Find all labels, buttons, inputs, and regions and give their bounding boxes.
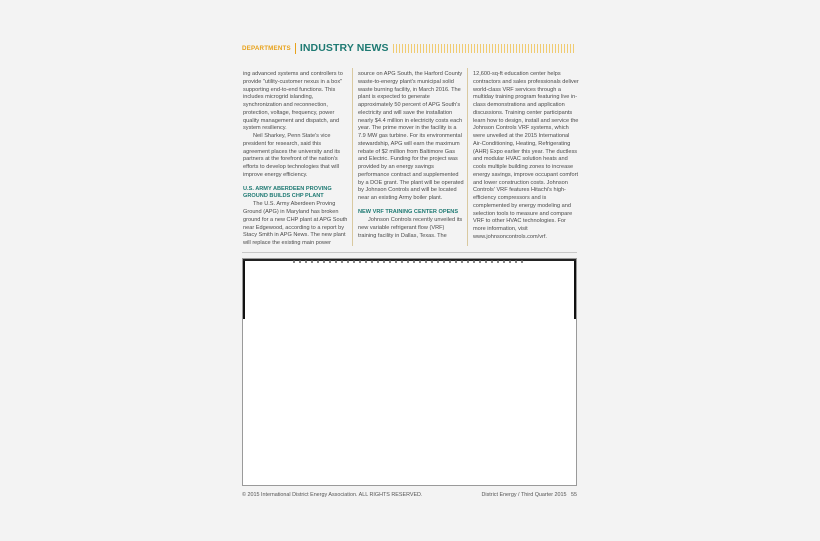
- article-heading: NEW VRF TRAINING CENTER OPENS: [358, 208, 459, 215]
- column-divider: [352, 68, 353, 246]
- paragraph: Johnson Controls recently unveiled its new variable refrigerant flow (VRF) training facility in Dallas, Texas. The: [358, 217, 463, 239]
- department-label: DEPARTMENTS: [242, 44, 291, 52]
- publication-name: District Energy / Third Quarter 2015: [481, 492, 567, 498]
- advertisement-frame: [242, 258, 577, 486]
- article-heading: U.S. ARMY ABERDEEN PROVING GROUND BUILDS CHP PLANT: [243, 185, 332, 199]
- section-title: INDUSTRY NEWS: [299, 42, 389, 54]
- paragraph: The U.S. Army Aberdeen Proving Ground (APG) in Maryland has broken ground for a new CHP plant at APG South near Edgewood, according to a report by Stacy Smith in APG News. The new plant will replace the existing main power: [243, 201, 348, 247]
- header-separator: [295, 43, 296, 54]
- footer-copyright: © 2015 International District Energy Association. ALL RIGHTS RESERVED.: [242, 492, 423, 498]
- frame-border-band: [243, 259, 576, 319]
- footer-publication: [479, 492, 577, 498]
- paragraph: ing advanced systems and controllers to provide "utility-customer nexus in a box" supporting end-to-end functions. This includes microgrid islanding, synchronization and reconnection, protection, voltage, frequency, power quality management and dispatch, and system resiliency.: [243, 71, 343, 132]
- paragraph: Neil Sharkey, Penn State's vice president for research, said this agreement places the university and its partners at the forefront of the nation's efforts to develop technologies that will improve energy efficiency.: [243, 133, 341, 178]
- page-number: 55: [571, 492, 577, 498]
- header-stripes: [393, 44, 576, 53]
- article-column-1: [243, 71, 349, 248]
- column-divider: [467, 68, 468, 246]
- article-column-3: [473, 71, 579, 242]
- paragraph: source on APG South, the Harford County waste-to-energy plant's municipal solid waste burning facility, in March 2016. The plant is expected to generate approximately 50 percent of APG South's electricity and will save the installation nearly $4.4 million in electricity costs each year. The prime mover in the facility is a 7.9 MW gas turbine. For its environmental stewardship, APG will earn the maximum rebate of $2 million from Baltimore Gas and Electric. Funding for the project was provided by an energy savings performance contract and supplemented by a DOE grant. The plant will be operated by Johnson Controls and will be located near an existing Army boiler plant.: [358, 71, 464, 201]
- article-column-2: [358, 71, 464, 240]
- section-header: [242, 41, 576, 55]
- section-rule: [242, 252, 577, 253]
- frame-dotted-edge: [293, 260, 523, 263]
- paragraph: 12,600-sq-ft education center helps contractors and sales professionals deliver world-class VRF services through a multiday training program featuring live in-class demonstrations and application discussions. Training center participants learn how to design, install and service the Johnson Controls VRF systems, which were unveiled at the 2015 International Air-Conditioning, Heating, Refrigerating (AHR) Expo earlier this year. The ductless and modular HVAC solution heats and cools multiple building zones to increase energy savings, improve occupant comfort and lower construction costs. Johnson Controls' VRF features Hitachi's high-efficiency compressors and is complemented by energy modeling and selection tools to measure and compare VRF to other HVAC technologies. For more information, visit www.johnsoncontrols.com/vrf.: [473, 71, 579, 240]
